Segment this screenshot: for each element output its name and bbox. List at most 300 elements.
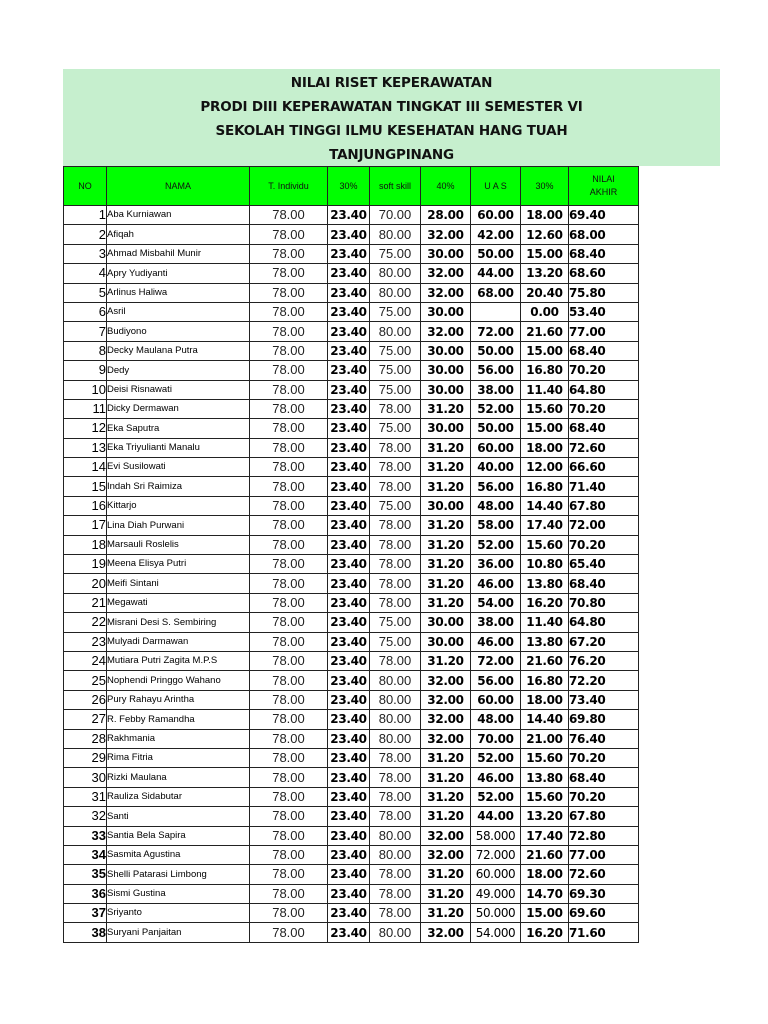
table-row bbox=[64, 807, 639, 826]
cell-no: 5 bbox=[64, 283, 107, 302]
cell-nilai-akhir: 77.00 bbox=[569, 845, 639, 864]
table-row bbox=[64, 651, 639, 670]
cell-40pct: 30.00 bbox=[421, 341, 471, 360]
cell-no: 20 bbox=[64, 574, 107, 593]
cell-30pct-uas: 15.00 bbox=[521, 341, 569, 360]
cell-30pct-uas: 21.60 bbox=[521, 322, 569, 341]
cell-nama: Rauliza Sidabutar bbox=[107, 787, 250, 806]
cell-nama: Dicky Dermawan bbox=[107, 399, 250, 418]
cell-30pct: 23.40 bbox=[328, 458, 370, 477]
cell-40pct: 31.20 bbox=[421, 574, 471, 593]
cell-t-individu: 78.00 bbox=[250, 477, 328, 496]
cell-nilai-akhir: 70.20 bbox=[569, 535, 639, 554]
cell-nilai-akhir: 70.20 bbox=[569, 399, 639, 418]
cell-40pct: 32.00 bbox=[421, 710, 471, 729]
cell-uas: 38.00 bbox=[471, 613, 521, 632]
cell-30pct: 23.40 bbox=[328, 477, 370, 496]
cell-soft-skill: 75.00 bbox=[370, 419, 421, 438]
table-row bbox=[64, 826, 639, 845]
cell-no: 12 bbox=[64, 419, 107, 438]
cell-30pct: 23.40 bbox=[328, 438, 370, 457]
cell-t-individu: 78.00 bbox=[250, 225, 328, 244]
cell-uas: 50.000 bbox=[471, 904, 521, 923]
cell-nama: Kittarjo bbox=[107, 496, 250, 515]
table-row bbox=[64, 244, 639, 263]
cell-nama: Apry Yudiyanti bbox=[107, 264, 250, 283]
cell-nama: Santi bbox=[107, 807, 250, 826]
cell-40pct: 31.20 bbox=[421, 438, 471, 457]
table-row bbox=[64, 264, 639, 283]
table-row bbox=[64, 477, 639, 496]
cell-soft-skill: 78.00 bbox=[370, 535, 421, 554]
cell-nama: Pury Rahayu Arintha bbox=[107, 690, 250, 709]
cell-uas: 49.000 bbox=[471, 884, 521, 903]
cell-uas: 42.00 bbox=[471, 225, 521, 244]
cell-nama: Misrani Desi S. Sembiring bbox=[107, 613, 250, 632]
cell-soft-skill: 75.00 bbox=[370, 613, 421, 632]
cell-soft-skill: 80.00 bbox=[370, 225, 421, 244]
cell-nilai-akhir: 68.40 bbox=[569, 244, 639, 263]
cell-30pct: 23.40 bbox=[328, 904, 370, 923]
cell-nilai-akhir: 76.40 bbox=[569, 729, 639, 748]
cell-30pct-uas: 21.60 bbox=[521, 651, 569, 670]
cell-40pct: 32.00 bbox=[421, 729, 471, 748]
cell-uas: 56.00 bbox=[471, 477, 521, 496]
table-row bbox=[64, 593, 639, 612]
cell-30pct: 23.40 bbox=[328, 399, 370, 418]
cell-30pct: 23.40 bbox=[328, 593, 370, 612]
cell-uas: 72.00 bbox=[471, 322, 521, 341]
cell-no: 21 bbox=[64, 593, 107, 612]
cell-30pct: 23.40 bbox=[328, 244, 370, 263]
cell-nilai-akhir: 70.20 bbox=[569, 361, 639, 380]
header-soft-skill: soft skill bbox=[370, 167, 421, 206]
cell-30pct-uas: 16.20 bbox=[521, 923, 569, 942]
cell-nama: Rizki Maulana bbox=[107, 768, 250, 787]
cell-t-individu: 78.00 bbox=[250, 826, 328, 845]
cell-30pct-uas: 13.80 bbox=[521, 632, 569, 651]
cell-no: 13 bbox=[64, 438, 107, 457]
cell-30pct-uas: 15.00 bbox=[521, 419, 569, 438]
cell-nilai-akhir: 70.80 bbox=[569, 593, 639, 612]
cell-uas: 58.00 bbox=[471, 516, 521, 535]
cell-soft-skill: 75.00 bbox=[370, 632, 421, 651]
table-body bbox=[64, 206, 639, 943]
cell-30pct-uas: 18.00 bbox=[521, 690, 569, 709]
cell-40pct: 32.00 bbox=[421, 283, 471, 302]
cell-no: 8 bbox=[64, 341, 107, 360]
cell-nama: Meena Elisya Putri bbox=[107, 555, 250, 574]
cell-no: 3 bbox=[64, 244, 107, 263]
table-row bbox=[64, 438, 639, 457]
table-row bbox=[64, 923, 639, 942]
cell-nilai-akhir: 68.40 bbox=[569, 768, 639, 787]
cell-t-individu: 78.00 bbox=[250, 380, 328, 399]
cell-uas: 60.000 bbox=[471, 865, 521, 884]
cell-uas: 52.00 bbox=[471, 535, 521, 554]
cell-soft-skill: 78.00 bbox=[370, 574, 421, 593]
cell-uas: 56.00 bbox=[471, 671, 521, 690]
cell-40pct: 28.00 bbox=[421, 206, 471, 225]
cell-nilai-akhir: 72.60 bbox=[569, 438, 639, 457]
cell-40pct: 31.20 bbox=[421, 555, 471, 574]
cell-t-individu: 78.00 bbox=[250, 361, 328, 380]
cell-no: 15 bbox=[64, 477, 107, 496]
cell-40pct: 32.00 bbox=[421, 322, 471, 341]
cell-nilai-akhir: 64.80 bbox=[569, 613, 639, 632]
table-row bbox=[64, 341, 639, 360]
cell-nama: Sriyanto bbox=[107, 904, 250, 923]
cell-no: 23 bbox=[64, 632, 107, 651]
cell-nama: Afiqah bbox=[107, 225, 250, 244]
cell-40pct: 31.20 bbox=[421, 807, 471, 826]
cell-t-individu: 78.00 bbox=[250, 845, 328, 864]
cell-soft-skill: 78.00 bbox=[370, 593, 421, 612]
cell-40pct: 30.00 bbox=[421, 632, 471, 651]
cell-soft-skill: 75.00 bbox=[370, 496, 421, 515]
cell-nilai-akhir: 68.00 bbox=[569, 225, 639, 244]
table-row bbox=[64, 516, 639, 535]
cell-no: 1 bbox=[64, 206, 107, 225]
grades-table bbox=[63, 166, 639, 943]
cell-nama: Ahmad Misbahil Munir bbox=[107, 244, 250, 263]
cell-t-individu: 78.00 bbox=[250, 768, 328, 787]
cell-uas: 60.00 bbox=[471, 690, 521, 709]
cell-soft-skill: 78.00 bbox=[370, 651, 421, 670]
header-30pct: 30% bbox=[328, 167, 370, 206]
cell-nilai-akhir: 65.40 bbox=[569, 555, 639, 574]
cell-nilai-akhir: 69.30 bbox=[569, 884, 639, 903]
header-no: NO bbox=[64, 167, 107, 206]
cell-soft-skill: 80.00 bbox=[370, 283, 421, 302]
cell-uas: 52.00 bbox=[471, 399, 521, 418]
cell-no: 27 bbox=[64, 710, 107, 729]
cell-30pct-uas: 13.80 bbox=[521, 574, 569, 593]
cell-nilai-akhir: 75.80 bbox=[569, 283, 639, 302]
cell-30pct: 23.40 bbox=[328, 419, 370, 438]
cell-t-individu: 78.00 bbox=[250, 438, 328, 457]
cell-uas: 46.00 bbox=[471, 768, 521, 787]
cell-nama: Santia Bela Sapira bbox=[107, 826, 250, 845]
cell-soft-skill: 78.00 bbox=[370, 399, 421, 418]
cell-30pct: 23.40 bbox=[328, 748, 370, 767]
cell-no: 18 bbox=[64, 535, 107, 554]
cell-30pct-uas: 16.80 bbox=[521, 361, 569, 380]
cell-t-individu: 78.00 bbox=[250, 729, 328, 748]
cell-30pct-uas: 15.60 bbox=[521, 787, 569, 806]
cell-30pct-uas: 18.00 bbox=[521, 438, 569, 457]
cell-30pct: 23.40 bbox=[328, 651, 370, 670]
cell-nilai-akhir: 67.20 bbox=[569, 632, 639, 651]
cell-30pct-uas: 0.00 bbox=[521, 302, 569, 321]
cell-no: 31 bbox=[64, 787, 107, 806]
cell-30pct: 23.40 bbox=[328, 787, 370, 806]
cell-soft-skill: 75.00 bbox=[370, 361, 421, 380]
cell-nilai-akhir: 69.80 bbox=[569, 710, 639, 729]
cell-soft-skill: 78.00 bbox=[370, 865, 421, 884]
cell-nama: Arlinus Haliwa bbox=[107, 283, 250, 302]
cell-nilai-akhir: 72.00 bbox=[569, 516, 639, 535]
cell-no: 16 bbox=[64, 496, 107, 515]
cell-nilai-akhir: 64.80 bbox=[569, 380, 639, 399]
cell-no: 7 bbox=[64, 322, 107, 341]
cell-uas: 54.000 bbox=[471, 923, 521, 942]
cell-nama: Eka Saputra bbox=[107, 419, 250, 438]
cell-nilai-akhir: 72.60 bbox=[569, 865, 639, 884]
table-row bbox=[64, 787, 639, 806]
cell-30pct-uas: 15.60 bbox=[521, 535, 569, 554]
cell-soft-skill: 75.00 bbox=[370, 341, 421, 360]
cell-uas: 58.000 bbox=[471, 826, 521, 845]
cell-no: 38 bbox=[64, 923, 107, 942]
cell-nilai-akhir: 76.20 bbox=[569, 651, 639, 670]
cell-t-individu: 78.00 bbox=[250, 632, 328, 651]
cell-soft-skill: 78.00 bbox=[370, 884, 421, 903]
cell-30pct-uas: 11.40 bbox=[521, 380, 569, 399]
cell-40pct: 31.20 bbox=[421, 535, 471, 554]
cell-30pct-uas: 21.60 bbox=[521, 845, 569, 864]
cell-30pct-uas: 14.40 bbox=[521, 496, 569, 515]
cell-no: 2 bbox=[64, 225, 107, 244]
cell-soft-skill: 78.00 bbox=[370, 807, 421, 826]
cell-t-individu: 78.00 bbox=[250, 884, 328, 903]
cell-nama: Sismi Gustina bbox=[107, 884, 250, 903]
cell-no: 19 bbox=[64, 555, 107, 574]
cell-t-individu: 78.00 bbox=[250, 787, 328, 806]
cell-t-individu: 78.00 bbox=[250, 516, 328, 535]
cell-soft-skill: 80.00 bbox=[370, 845, 421, 864]
cell-40pct: 31.20 bbox=[421, 884, 471, 903]
cell-30pct: 23.40 bbox=[328, 535, 370, 554]
cell-t-individu: 78.00 bbox=[250, 710, 328, 729]
table-row bbox=[64, 399, 639, 418]
cell-uas: 48.00 bbox=[471, 710, 521, 729]
cell-soft-skill: 75.00 bbox=[370, 244, 421, 263]
cell-t-individu: 78.00 bbox=[250, 923, 328, 942]
cell-uas: 50.00 bbox=[471, 419, 521, 438]
cell-soft-skill: 78.00 bbox=[370, 768, 421, 787]
cell-no: 28 bbox=[64, 729, 107, 748]
table-row bbox=[64, 283, 639, 302]
table-row bbox=[64, 748, 639, 767]
cell-nilai-akhir: 67.80 bbox=[569, 496, 639, 515]
cell-30pct: 23.40 bbox=[328, 555, 370, 574]
cell-soft-skill: 80.00 bbox=[370, 729, 421, 748]
cell-nama: Eka Triyulianti Manalu bbox=[107, 438, 250, 457]
cell-t-individu: 78.00 bbox=[250, 593, 328, 612]
cell-30pct-uas: 12.60 bbox=[521, 225, 569, 244]
cell-nilai-akhir: 69.40 bbox=[569, 206, 639, 225]
cell-soft-skill: 75.00 bbox=[370, 302, 421, 321]
cell-30pct-uas: 21.00 bbox=[521, 729, 569, 748]
cell-nilai-akhir: 68.40 bbox=[569, 574, 639, 593]
table-row bbox=[64, 690, 639, 709]
cell-40pct: 30.00 bbox=[421, 380, 471, 399]
table-row bbox=[64, 419, 639, 438]
cell-nama: Dedy bbox=[107, 361, 250, 380]
title-line-1: NILAI RISET KEPERAWATAN bbox=[290, 75, 493, 91]
cell-40pct: 31.20 bbox=[421, 477, 471, 496]
table-row bbox=[64, 671, 639, 690]
table-row bbox=[64, 845, 639, 864]
cell-30pct-uas: 18.00 bbox=[521, 865, 569, 884]
cell-30pct-uas: 14.70 bbox=[521, 884, 569, 903]
cell-nama: Megawati bbox=[107, 593, 250, 612]
cell-t-individu: 78.00 bbox=[250, 671, 328, 690]
cell-30pct-uas: 18.00 bbox=[521, 206, 569, 225]
header-nama: NAMA bbox=[107, 167, 250, 206]
table-row bbox=[64, 302, 639, 321]
cell-30pct-uas: 10.80 bbox=[521, 555, 569, 574]
cell-30pct: 23.40 bbox=[328, 516, 370, 535]
cell-40pct: 31.20 bbox=[421, 516, 471, 535]
table-row bbox=[64, 613, 639, 632]
cell-30pct-uas: 15.00 bbox=[521, 244, 569, 263]
cell-nama: Mulyadi Darmawan bbox=[107, 632, 250, 651]
table-row bbox=[64, 865, 639, 884]
cell-30pct-uas: 15.60 bbox=[521, 399, 569, 418]
cell-40pct: 31.20 bbox=[421, 768, 471, 787]
cell-nama: Decky Maulana Putra bbox=[107, 341, 250, 360]
cell-nilai-akhir: 72.80 bbox=[569, 826, 639, 845]
cell-no: 35 bbox=[64, 865, 107, 884]
cell-40pct: 30.00 bbox=[421, 361, 471, 380]
cell-t-individu: 78.00 bbox=[250, 206, 328, 225]
cell-40pct: 30.00 bbox=[421, 244, 471, 263]
table-row bbox=[64, 729, 639, 748]
cell-40pct: 31.20 bbox=[421, 865, 471, 884]
cell-t-individu: 78.00 bbox=[250, 574, 328, 593]
cell-t-individu: 78.00 bbox=[250, 496, 328, 515]
cell-30pct: 23.40 bbox=[328, 729, 370, 748]
cell-40pct: 31.20 bbox=[421, 787, 471, 806]
cell-no: 6 bbox=[64, 302, 107, 321]
cell-uas: 68.00 bbox=[471, 283, 521, 302]
cell-30pct: 23.40 bbox=[328, 710, 370, 729]
cell-40pct: 32.00 bbox=[421, 826, 471, 845]
cell-uas: 50.00 bbox=[471, 341, 521, 360]
cell-nama: Shelli Patarasi Limbong bbox=[107, 865, 250, 884]
cell-no: 14 bbox=[64, 458, 107, 477]
cell-uas: 46.00 bbox=[471, 574, 521, 593]
cell-30pct: 23.40 bbox=[328, 283, 370, 302]
cell-nama: Rima Fitria bbox=[107, 748, 250, 767]
cell-no: 30 bbox=[64, 768, 107, 787]
cell-t-individu: 78.00 bbox=[250, 283, 328, 302]
cell-30pct-uas: 16.20 bbox=[521, 593, 569, 612]
cell-30pct: 23.40 bbox=[328, 302, 370, 321]
cell-30pct-uas: 17.40 bbox=[521, 516, 569, 535]
cell-nama: Indah Sri Raimiza bbox=[107, 477, 250, 496]
header-nilai-akhir bbox=[569, 167, 639, 206]
cell-nama: Sasmita Agustina bbox=[107, 845, 250, 864]
table-row bbox=[64, 904, 639, 923]
cell-nama: Marsauli Roslelis bbox=[107, 535, 250, 554]
cell-soft-skill: 70.00 bbox=[370, 206, 421, 225]
cell-30pct: 23.40 bbox=[328, 380, 370, 399]
table-row bbox=[64, 768, 639, 787]
cell-uas: 50.00 bbox=[471, 244, 521, 263]
cell-40pct: 30.00 bbox=[421, 419, 471, 438]
cell-soft-skill: 78.00 bbox=[370, 477, 421, 496]
cell-t-individu: 78.00 bbox=[250, 904, 328, 923]
table-row bbox=[64, 884, 639, 903]
cell-t-individu: 78.00 bbox=[250, 613, 328, 632]
cell-uas: 44.00 bbox=[471, 807, 521, 826]
table-row bbox=[64, 710, 639, 729]
cell-30pct: 23.40 bbox=[328, 826, 370, 845]
cell-30pct: 23.40 bbox=[328, 845, 370, 864]
cell-no: 33 bbox=[64, 826, 107, 845]
cell-soft-skill: 80.00 bbox=[370, 690, 421, 709]
cell-nama: Asril bbox=[107, 302, 250, 321]
cell-30pct-uas: 16.80 bbox=[521, 477, 569, 496]
cell-30pct: 23.40 bbox=[328, 671, 370, 690]
cell-30pct: 23.40 bbox=[328, 206, 370, 225]
cell-soft-skill: 78.00 bbox=[370, 438, 421, 457]
cell-30pct: 23.40 bbox=[328, 632, 370, 651]
cell-no: 34 bbox=[64, 845, 107, 864]
cell-40pct: 30.00 bbox=[421, 613, 471, 632]
header-30pct-uas: 30% bbox=[521, 167, 569, 206]
cell-nama: Meifi Sintani bbox=[107, 574, 250, 593]
cell-no: 11 bbox=[64, 399, 107, 418]
table-row bbox=[64, 225, 639, 244]
cell-soft-skill: 80.00 bbox=[370, 322, 421, 341]
cell-30pct: 23.40 bbox=[328, 768, 370, 787]
table-row bbox=[64, 555, 639, 574]
table-row bbox=[64, 206, 639, 225]
cell-t-individu: 78.00 bbox=[250, 690, 328, 709]
cell-uas: 40.00 bbox=[471, 458, 521, 477]
cell-30pct-uas: 15.00 bbox=[521, 904, 569, 923]
cell-40pct: 30.00 bbox=[421, 302, 471, 321]
cell-40pct: 32.00 bbox=[421, 264, 471, 283]
cell-t-individu: 78.00 bbox=[250, 264, 328, 283]
title-line-2: PRODI DIII KEPERAWATAN TINGKAT III SEMESTER VI bbox=[200, 99, 583, 115]
cell-nilai-akhir: 66.60 bbox=[569, 458, 639, 477]
cell-40pct: 31.20 bbox=[421, 904, 471, 923]
cell-nama: Lina Diah Purwani bbox=[107, 516, 250, 535]
cell-no: 17 bbox=[64, 516, 107, 535]
cell-40pct: 31.20 bbox=[421, 399, 471, 418]
cell-uas: 60.00 bbox=[471, 438, 521, 457]
cell-uas: 70.00 bbox=[471, 729, 521, 748]
cell-nilai-akhir: 68.60 bbox=[569, 264, 639, 283]
cell-no: 32 bbox=[64, 807, 107, 826]
cell-soft-skill: 78.00 bbox=[370, 555, 421, 574]
cell-t-individu: 78.00 bbox=[250, 341, 328, 360]
cell-no: 10 bbox=[64, 380, 107, 399]
cell-soft-skill: 78.00 bbox=[370, 458, 421, 477]
cell-uas: 54.00 bbox=[471, 593, 521, 612]
cell-soft-skill: 80.00 bbox=[370, 826, 421, 845]
cell-30pct-uas: 15.60 bbox=[521, 748, 569, 767]
cell-no: 22 bbox=[64, 613, 107, 632]
title-line-3: SEKOLAH TINGGI ILMU KESEHATAN HANG TUAH bbox=[215, 123, 568, 139]
cell-t-individu: 78.00 bbox=[250, 555, 328, 574]
cell-40pct: 32.00 bbox=[421, 923, 471, 942]
cell-no: 9 bbox=[64, 361, 107, 380]
header-row bbox=[64, 167, 639, 206]
cell-30pct: 23.40 bbox=[328, 690, 370, 709]
cell-uas: 72.00 bbox=[471, 651, 521, 670]
cell-nilai-akhir: 69.60 bbox=[569, 904, 639, 923]
cell-nilai-akhir: 68.40 bbox=[569, 341, 639, 360]
cell-uas: 72.000 bbox=[471, 845, 521, 864]
cell-30pct-uas: 20.40 bbox=[521, 283, 569, 302]
cell-nilai-akhir: 70.20 bbox=[569, 787, 639, 806]
